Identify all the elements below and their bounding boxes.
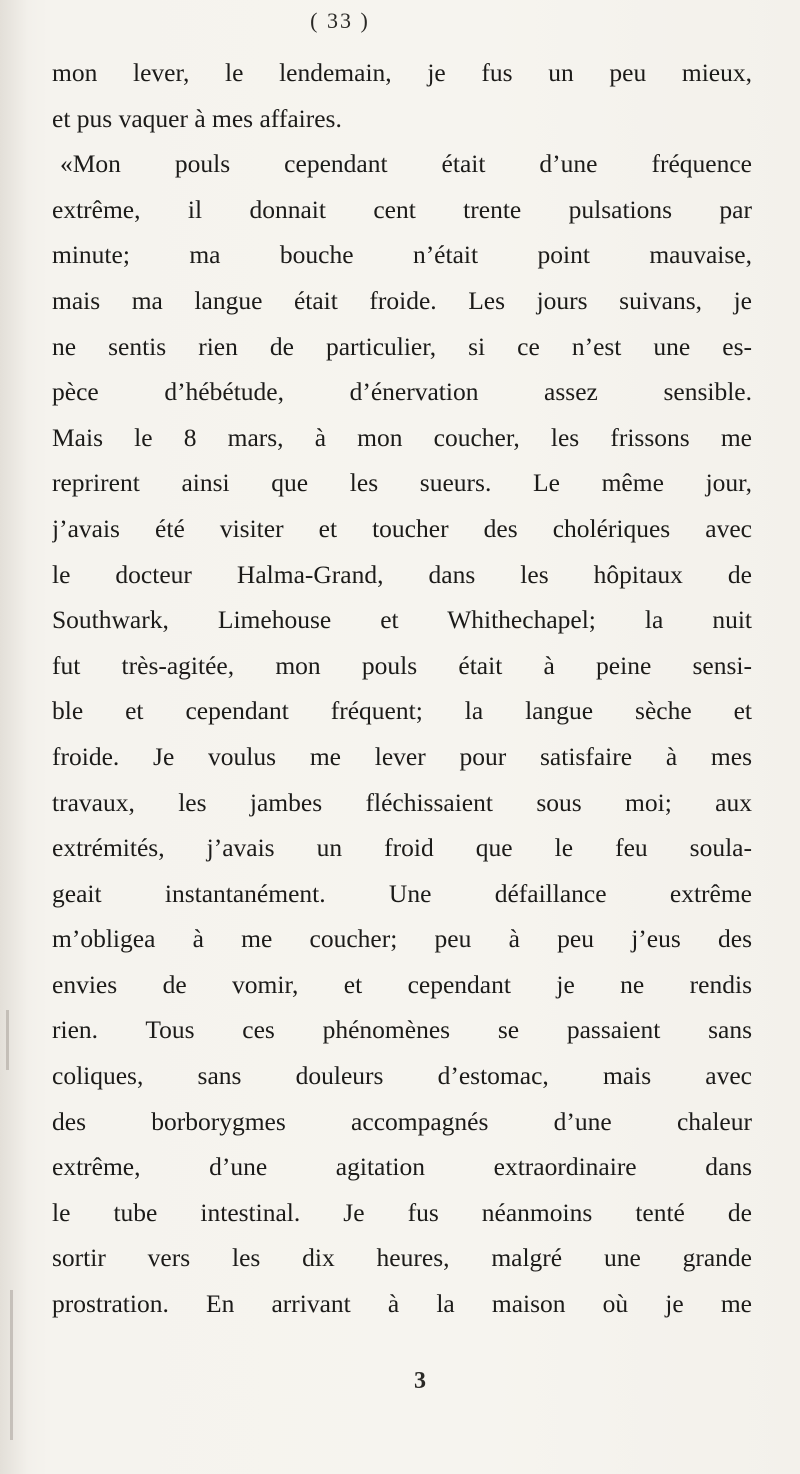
text-line: j’avais été visiter et toucher des cholériques avec <box>52 513 752 543</box>
page-number-header: ( 33 ) <box>310 8 370 33</box>
text-line: prostration. En arrivant à la maison où je me <box>52 1289 752 1319</box>
text-line: «Mon pouls cependant était d’une fréquence <box>60 149 752 179</box>
page-edge-shadow <box>6 1010 9 1070</box>
text-line: fut très-agitée, mon pouls était à peine sensi- <box>52 650 752 680</box>
text-line: extrême, il donnait cent trente pulsations par <box>52 194 752 224</box>
page-edge-shadow <box>10 1290 13 1440</box>
text-line: m’obligea à me coucher; peu à peu j’eus des <box>52 924 752 954</box>
text-line: et pus vaquer à mes affaires. <box>52 103 342 133</box>
text-line: ble et cependant fréquent; la langue sèche et <box>52 696 752 726</box>
text-line: reprirent ainsi que les sueurs. Le même jour, <box>52 468 752 498</box>
text-line: des borborygmes accompagnés d’une chaleur <box>52 1106 752 1136</box>
text-line: Southwark, Limehouse et Whithechapel; la nuit <box>52 605 752 635</box>
text-line: extrémités, j’avais un froid que le feu soula- <box>52 833 752 863</box>
binding-shadow <box>0 0 28 1474</box>
text-line: Mais le 8 mars, à mon coucher, les frissons me <box>52 422 752 452</box>
text-line: extrême, d’une agitation extraordinaire dans <box>52 1152 752 1182</box>
text-line: travaux, les jambes fléchissaient sous moi; aux <box>52 787 752 817</box>
text-line: ne sentis rien de particulier, si ce n’est une es- <box>52 331 752 361</box>
text-line: le docteur Halma-Grand, dans les hôpitaux de <box>52 559 752 589</box>
body-text <box>52 50 752 1327</box>
text-line: envies de vomir, et cependant je ne rendis <box>52 969 752 999</box>
text-line: coliques, sans douleurs d’estomac, mais avec <box>52 1061 752 1091</box>
text-line: pèce d’hébétude, d’énervation assez sensible. <box>52 377 752 407</box>
text-line: minute; ma bouche n’était point mauvaise, <box>52 240 752 270</box>
text-line: le tube intestinal. Je fus néanmoins tenté de <box>52 1197 752 1227</box>
text-line: rien. Tous ces phénomènes se passaient sans <box>52 1015 752 1045</box>
text-line: geait instantanément. Une défaillance extrême <box>52 878 752 908</box>
text-line: froide. Je voulus me lever pour satisfaire à mes <box>52 741 752 771</box>
text-line: mais ma langue était froide. Les jours suivans, je <box>52 285 752 315</box>
text-line: mon lever, le lendemain, je fus un peu mieux, <box>52 58 752 87</box>
text-line: sortir vers les dix heures, malgré une grande <box>52 1243 752 1273</box>
signature-mark: 3 <box>414 1368 426 1394</box>
